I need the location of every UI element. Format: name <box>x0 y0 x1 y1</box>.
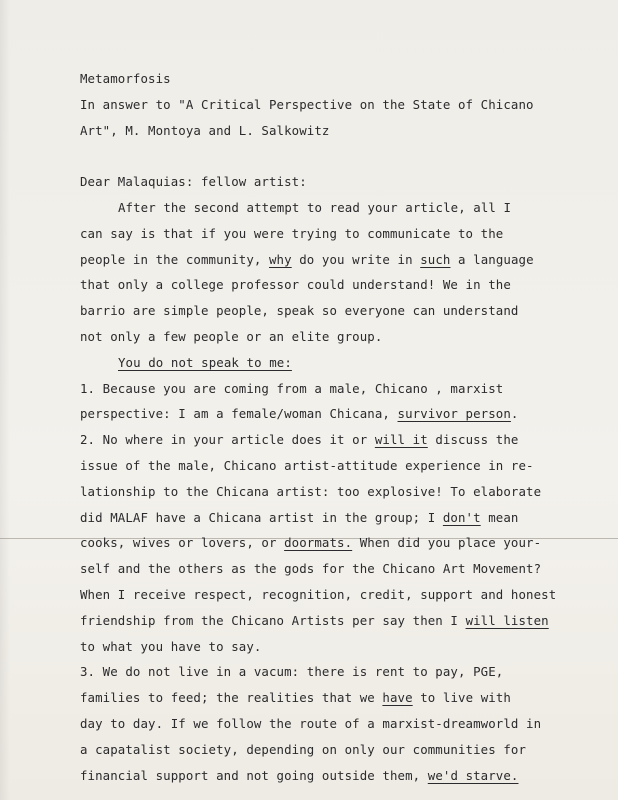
item-2-line: issue of the male, Chicano artist-attitude experience in re- <box>80 457 534 473</box>
item-2-line: 2. No where in your article does it or will it discuss the <box>80 432 519 448</box>
paragraph-line: barrio are simple people, speak so everyone can understand <box>80 303 519 319</box>
paragraph-line: that only a college professor could understand! We in the <box>80 277 511 293</box>
item-2-line: When I receive respect, recognition, credit, support and honest <box>80 586 557 602</box>
underlined-phrase: we'd starve. <box>427 767 519 783</box>
item-3-line: financial support and not going outside them, we'd starve. <box>80 767 519 783</box>
reference-line-2: Art", M. Montoya and L. Salkowitz <box>80 122 330 138</box>
underlined-word: such <box>420 251 451 267</box>
underlined-phrase: will it <box>374 432 428 448</box>
paragraph-line: people in the community, why do you write in such a language <box>80 251 534 267</box>
item-2-line: lationship to the Chicana artist: too explosive! To elaborate <box>80 483 542 499</box>
underlined-phrase: will listen <box>465 612 549 628</box>
item-2-line: friendship from the Chicano Artists per say then I will listen <box>80 612 549 628</box>
item-2-line: to what you have to say. <box>80 638 262 654</box>
letter-title: Metamorfosis <box>80 71 171 86</box>
underlined-word: doormats. <box>284 535 353 551</box>
item-3-line: 3. We do not live in a vacum: there is rent to pay, PGE, <box>80 664 504 680</box>
underlined-word: don't <box>442 509 481 525</box>
reference-line-1: In answer to "A Critical Perspective on the State of Chicano <box>80 96 534 112</box>
item-2-line: cooks, wives or lovers, or doormats. When did you place your- <box>80 535 542 551</box>
blank-line <box>80 143 600 169</box>
letter-body <box>80 66 600 788</box>
underlined-word: why <box>269 251 292 267</box>
paragraph-line: can say is that if you were trying to communicate to the <box>80 225 504 241</box>
item-3-line: families to feed; the realities that we have to live with <box>80 690 511 706</box>
item-2-line: did MALAF have a Chicana artist in the group; I don't mean <box>80 509 519 525</box>
underlined-word: have <box>382 690 413 706</box>
item-2-line: self and the others as the gods for the Chicano Art Movement? <box>80 561 542 577</box>
paragraph-line: After the second attempt to read your article, all I <box>118 199 512 215</box>
paragraph-line: not only a few people or an elite group. <box>80 328 383 344</box>
salutation: Dear Malaquias: fellow artist: <box>80 174 307 190</box>
item-1-line: perspective: I am a female/woman Chicana, survivor person. <box>80 406 519 422</box>
item-3-line: a capatalist society, depending on only our communities for <box>80 741 527 757</box>
item-3-line: day to day. If we follow the route of a marxist-dreamworld in <box>80 715 542 731</box>
underlined-phrase: survivor person <box>397 406 511 422</box>
item-1-line: 1. Because you are coming from a male, Chicano , marxist <box>80 380 504 396</box>
section-heading: You do not speak to me: <box>118 354 292 370</box>
